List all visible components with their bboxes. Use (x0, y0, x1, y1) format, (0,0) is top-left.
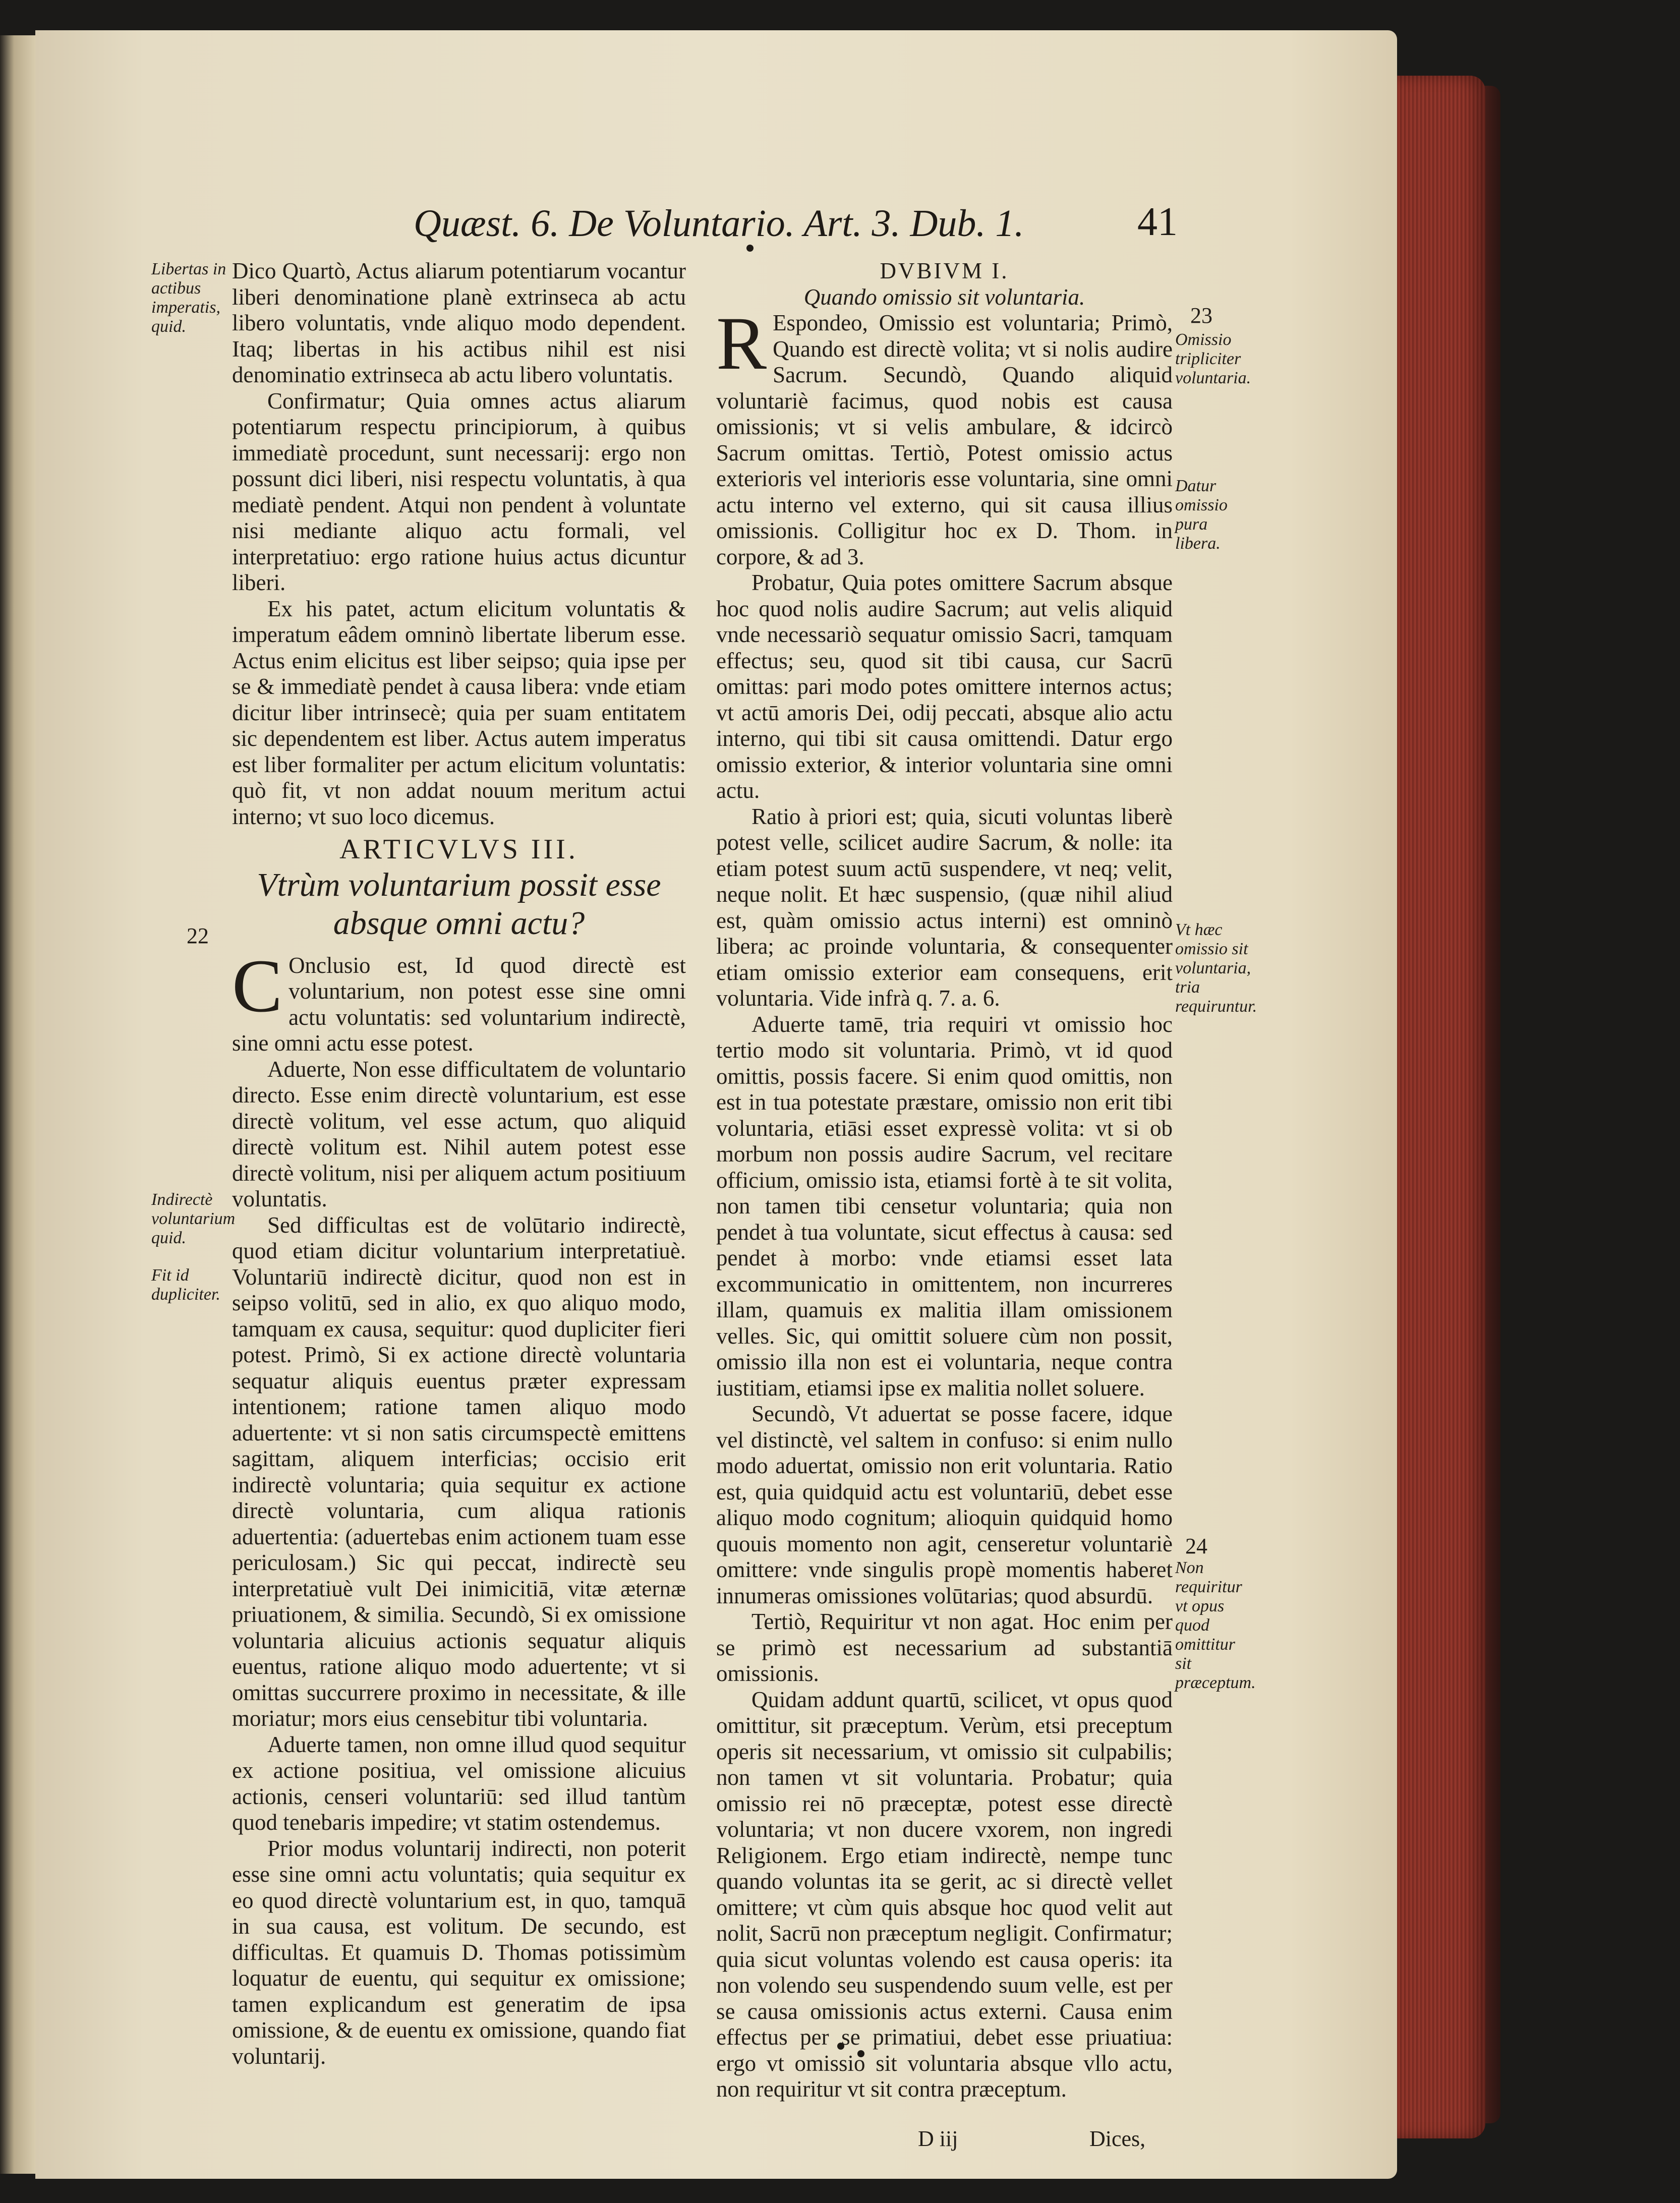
article-title: ARTICVLVS III. (339, 834, 578, 865)
paragraph-text: Onclusio est, Id quod directè est voluntarium, non potest esse sine omni actu voluntatis: sed voluntarium indirectè, sine omni actu esse potest. (232, 952, 686, 1056)
drop-cap: R (716, 302, 767, 385)
book-fore-edge (1397, 76, 1485, 2138)
paragraph: Probatur, Quia potes omittere Sacrum absque hoc quod nolis audire Sacrum; aut velis aliquid vnde necessariò sequatur omissio Sacri, tamquam effectus; seu, quod sit tibi causa, cur Sacrū omittas: pari modo potes omittere internos actus; vt actū amoris Dei, odij peccati, absque alio actu interno, qui tibi sit causa omittendi. Datur ergo omissio exterior, & interior voluntaria sine omni actu. (716, 570, 1173, 803)
right-column (716, 258, 1173, 2103)
paragraph (716, 302, 1173, 570)
margin-note: Libertas in actibus imperatis, quid. (151, 260, 226, 336)
left-column (232, 258, 686, 2069)
paragraph (232, 944, 686, 1057)
margin-note: Omissio tripliciter voluntaria. (1175, 330, 1251, 387)
paragraph: Tertiò, Requiritur vt non agat. Hoc enim per se primò est necessarium ad substantiā omissionis. (716, 1609, 1173, 1686)
paragraph: Ratio à priori est; quia, sicuti voluntas liberè potest velle, scilicet audire Sacrum, & nolle: ita etiam potest suum actū suspendere, vt neq; velit, neque nolit. Et hæc suspensio, (quæ nihil aliud est, quàm omissio actus interni) est omninò libera; ac proinde voluntaria, & consequenter etiam omissio exterior eam consequens, erit voluntaria. Vide infrà q. 7. a. 6. (716, 803, 1173, 1011)
left-page-edge (0, 35, 35, 2174)
margin-number: 22 (187, 923, 209, 948)
paragraph: Ex his patet, actum elicitum voluntatis & imperatum eâdem omninò libertate liberum esse. Actus enim elicitus est liber seipso; quia ipse per se & immediatè pendet à causa libera: vnde etiam dicitur liber intrinsecè; quia per suam entitatem sic dependentem est liber. Actus autem imperatus est liber formaliter per actum elicitum voluntatis: quò fit, vt non addat nouum meritum actui interno; vt suo loco dicemus. (232, 596, 686, 829)
paragraph: Quidam addunt quartū, scilicet, vt opus quod omittitur, sit præceptum. Verùm, etsi preceptum operis sit necessarium, vt omissio sit culpabilis; non tamen vt sit voluntaria. Probatur; quia omissio rei nō præceptæ, potest esse directè voluntaria; vt non ducere vxorem, non ingredi Religionem. Ergo etiam indirectè, nempe tunc quando voluntas ita se gerit, ac si directè vellet omittere; vt cùm quis absque hoc quod velit aut nolit, Sacrū non præceptum negligit. Confirmatur; quia sicut voluntas volendo est causa operis: ita non volendo seu suspendendo suum velle, est per se causa omissionis actus externi. Causa enim effectus per se primatiui, debet esse priuatiua: ergo vt omissio sit voluntaria absque vllo actu, non requiritur vt sit contra præceptum. (716, 1687, 1173, 2102)
catchword: Dices, (1089, 2126, 1146, 2151)
paragraph: Prior modus voluntarij indirecti, non poterit esse sine omni actu voluntatis; quia sequitur ex eo quod directè voluntarium est, in quo, tamquā in sua causa, est volitum. De secundo, est difficultas. Et quamuis D. Thomas potissimùm loquatur de euentu, qui sequitur ex omissione; tamen explicandum est generatim de ipsa omissione, & de euentu ex omissione, quando fiat voluntarij. (232, 1835, 686, 2069)
folio-number: 41 (1137, 200, 1178, 244)
margin-number: 24 (1185, 1534, 1207, 1558)
ink-dot (746, 245, 754, 252)
margin-note: Fit id dupliciter. (151, 1266, 220, 1304)
drop-cap: C (232, 944, 283, 1028)
paragraph: Aduerte tamē, tria requiri vt omissio hoc tertio modo sit voluntaria. Primò, vt id quod omittis, possis facere. Si enim quod omittis, non est in tua potestate præstare, omissio non erit tibi voluntaria, etiāsi esset expressè volita: vt si ob morbum non possis audire Sacrum, vel recitare officium, omissio ista, etiamsi fortè à te sit volita, non tamen tibi censetur voluntaria; quia non pendet à tua voluntate, sicut effectus à causa: sed pendet à morbo: vnde etiamsi esset lata excommunicatio in omittentem, non incurreres illam, quamuis ex malitia illam omissionem velles. Sic, qui omittit soluere cùm non possit, omissio illa non est ei voluntaria, neque contra iustitiam, etiamsi ipse ex malitia nollet soluere. (716, 1011, 1173, 1401)
paragraph: Aduerte, Non esse difficultatem de voluntario directo. Esse enim directè voluntarium, est esse directè volitum, vel esse actum, quo aliquid directè volitum est. Nihil autem potest esse directè volitum, nisi per aliquem actum positiuum voluntatis. (232, 1056, 686, 1211)
paragraph: Dico Quartò, Actus aliarum potentiarum vocantur liberi denominatione planè extrinseca ab actu libero voluntatis, vnde aliquo modo dependent. Itaq; libertas in his actibus nihil est nisi denominatio extrinseca ab actu libero voluntatis. (232, 258, 686, 387)
signature-mark: D iij (918, 2126, 958, 2151)
margin-note: Vt hæc omissio sit voluntaria, tria requiruntur. (1175, 920, 1257, 1016)
paragraph: Secundò, Vt aduertat se posse facere, idque vel distinctè, vel saltem in confuso: si enim nullo modo aduertat, omissio non erit voluntaria. Ratio est, quia quidquid actu est voluntariū, debet esse aliquo modo cognitum; alioquin quidquid homo quouis momento non agit, censeretur voluntariè omittere: vnde singulis propè momentis haberet innumeras omissiones volūtarias; quod absurdū. (716, 1401, 1173, 1608)
dubium-subtitle: Quando omissio sit voluntaria. (803, 284, 1085, 310)
paragraph: Sed difficultas est de volūtario indirectè, quod etiam dicitur voluntarium interpretatiuè. Voluntariū indirectè dicitur, quod non est in seipso volitū, sed in alio, ex quo aliquo modo, tamquam ex causa, sequitur: quod dupliciter fieri potest. Primò, Si ex actione directè voluntaria sequatur aliquis euentus præter expressam intentionem; ratione tamen aliquo modo aduertente: vt si non satis circumspectè emittens sagittam, aliquem interficias; occisio erit indirectè voluntaria; quia sequitur ex actione directè voluntaria, cum aliqua rationis aduertentia: (aduertebas enim actionem tuam esse periculosam.) Sic qui peccat, indirectè seu interpretatiuè vult Dei inimicitiā, vitæ æternæ priuationem, & similia. Secundò, Si ex omissione voluntaria alicuius actionis sequatur aliquis euentus, ratione aliquo modo aduertente; vt si omittas succurrere proximo in necessitate, & ille moriatur; mors eius censebitur tibi voluntaria. (232, 1212, 686, 1731)
paragraph: Aduerte tamen, non omne illud quod sequitur ex actione positiua, vel omissione alicuius actionis, censeri voluntariū: sed illud tantùm quod tenebaris impedire; vt statim ostendemus. (232, 1731, 686, 1835)
running-head: Quæst. 6. De Voluntario. Art. 3. Dub. 1. (414, 202, 1024, 245)
margin-note: Datur omissio pura libera. (1175, 477, 1228, 553)
paragraph: Confirmatur; Quia omnes actus aliarum potentiarum respectu principiorum, à quibus immediatè procedunt, sunt necessarij: ergo non possunt dici liberi, nisi respectu voluntatis, à qua mediatè pendent. Atqui non pendent à voluntate nisi mediante aliquo actu formali, vel interpretatiuo: ergo ratione huius actus dicuntur liberi. (232, 388, 686, 595)
dubium-title: DVBIVM I. (880, 258, 1009, 283)
margin-number: 23 (1190, 303, 1212, 328)
paragraph-text: Espondeo, Omissio est voluntaria; Primò, Quando est directè volita; vt si nolis audire Sacrum. Secundò, Quando aliquid voluntariè facimus, quod nobis est causa omissionis; vt si velis ambulare, & idcircò Sacrum omittas. Tertiò, Potest omissio actus exterioris vel interioris esse voluntaria, sine omni actu interno vel externo, qui sit causa illius omissionis. Colligitur hoc ex D. Thom. in corpore, & ad 3. (716, 310, 1173, 569)
margin-note: Indirectè voluntarium quid. (151, 1190, 236, 1247)
margin-note: Non requiritur vt opus quod omittitur sit præceptum. (1175, 1558, 1256, 1692)
article-question: Vtrùm voluntarium possit esse absque omni actu? (257, 866, 661, 942)
